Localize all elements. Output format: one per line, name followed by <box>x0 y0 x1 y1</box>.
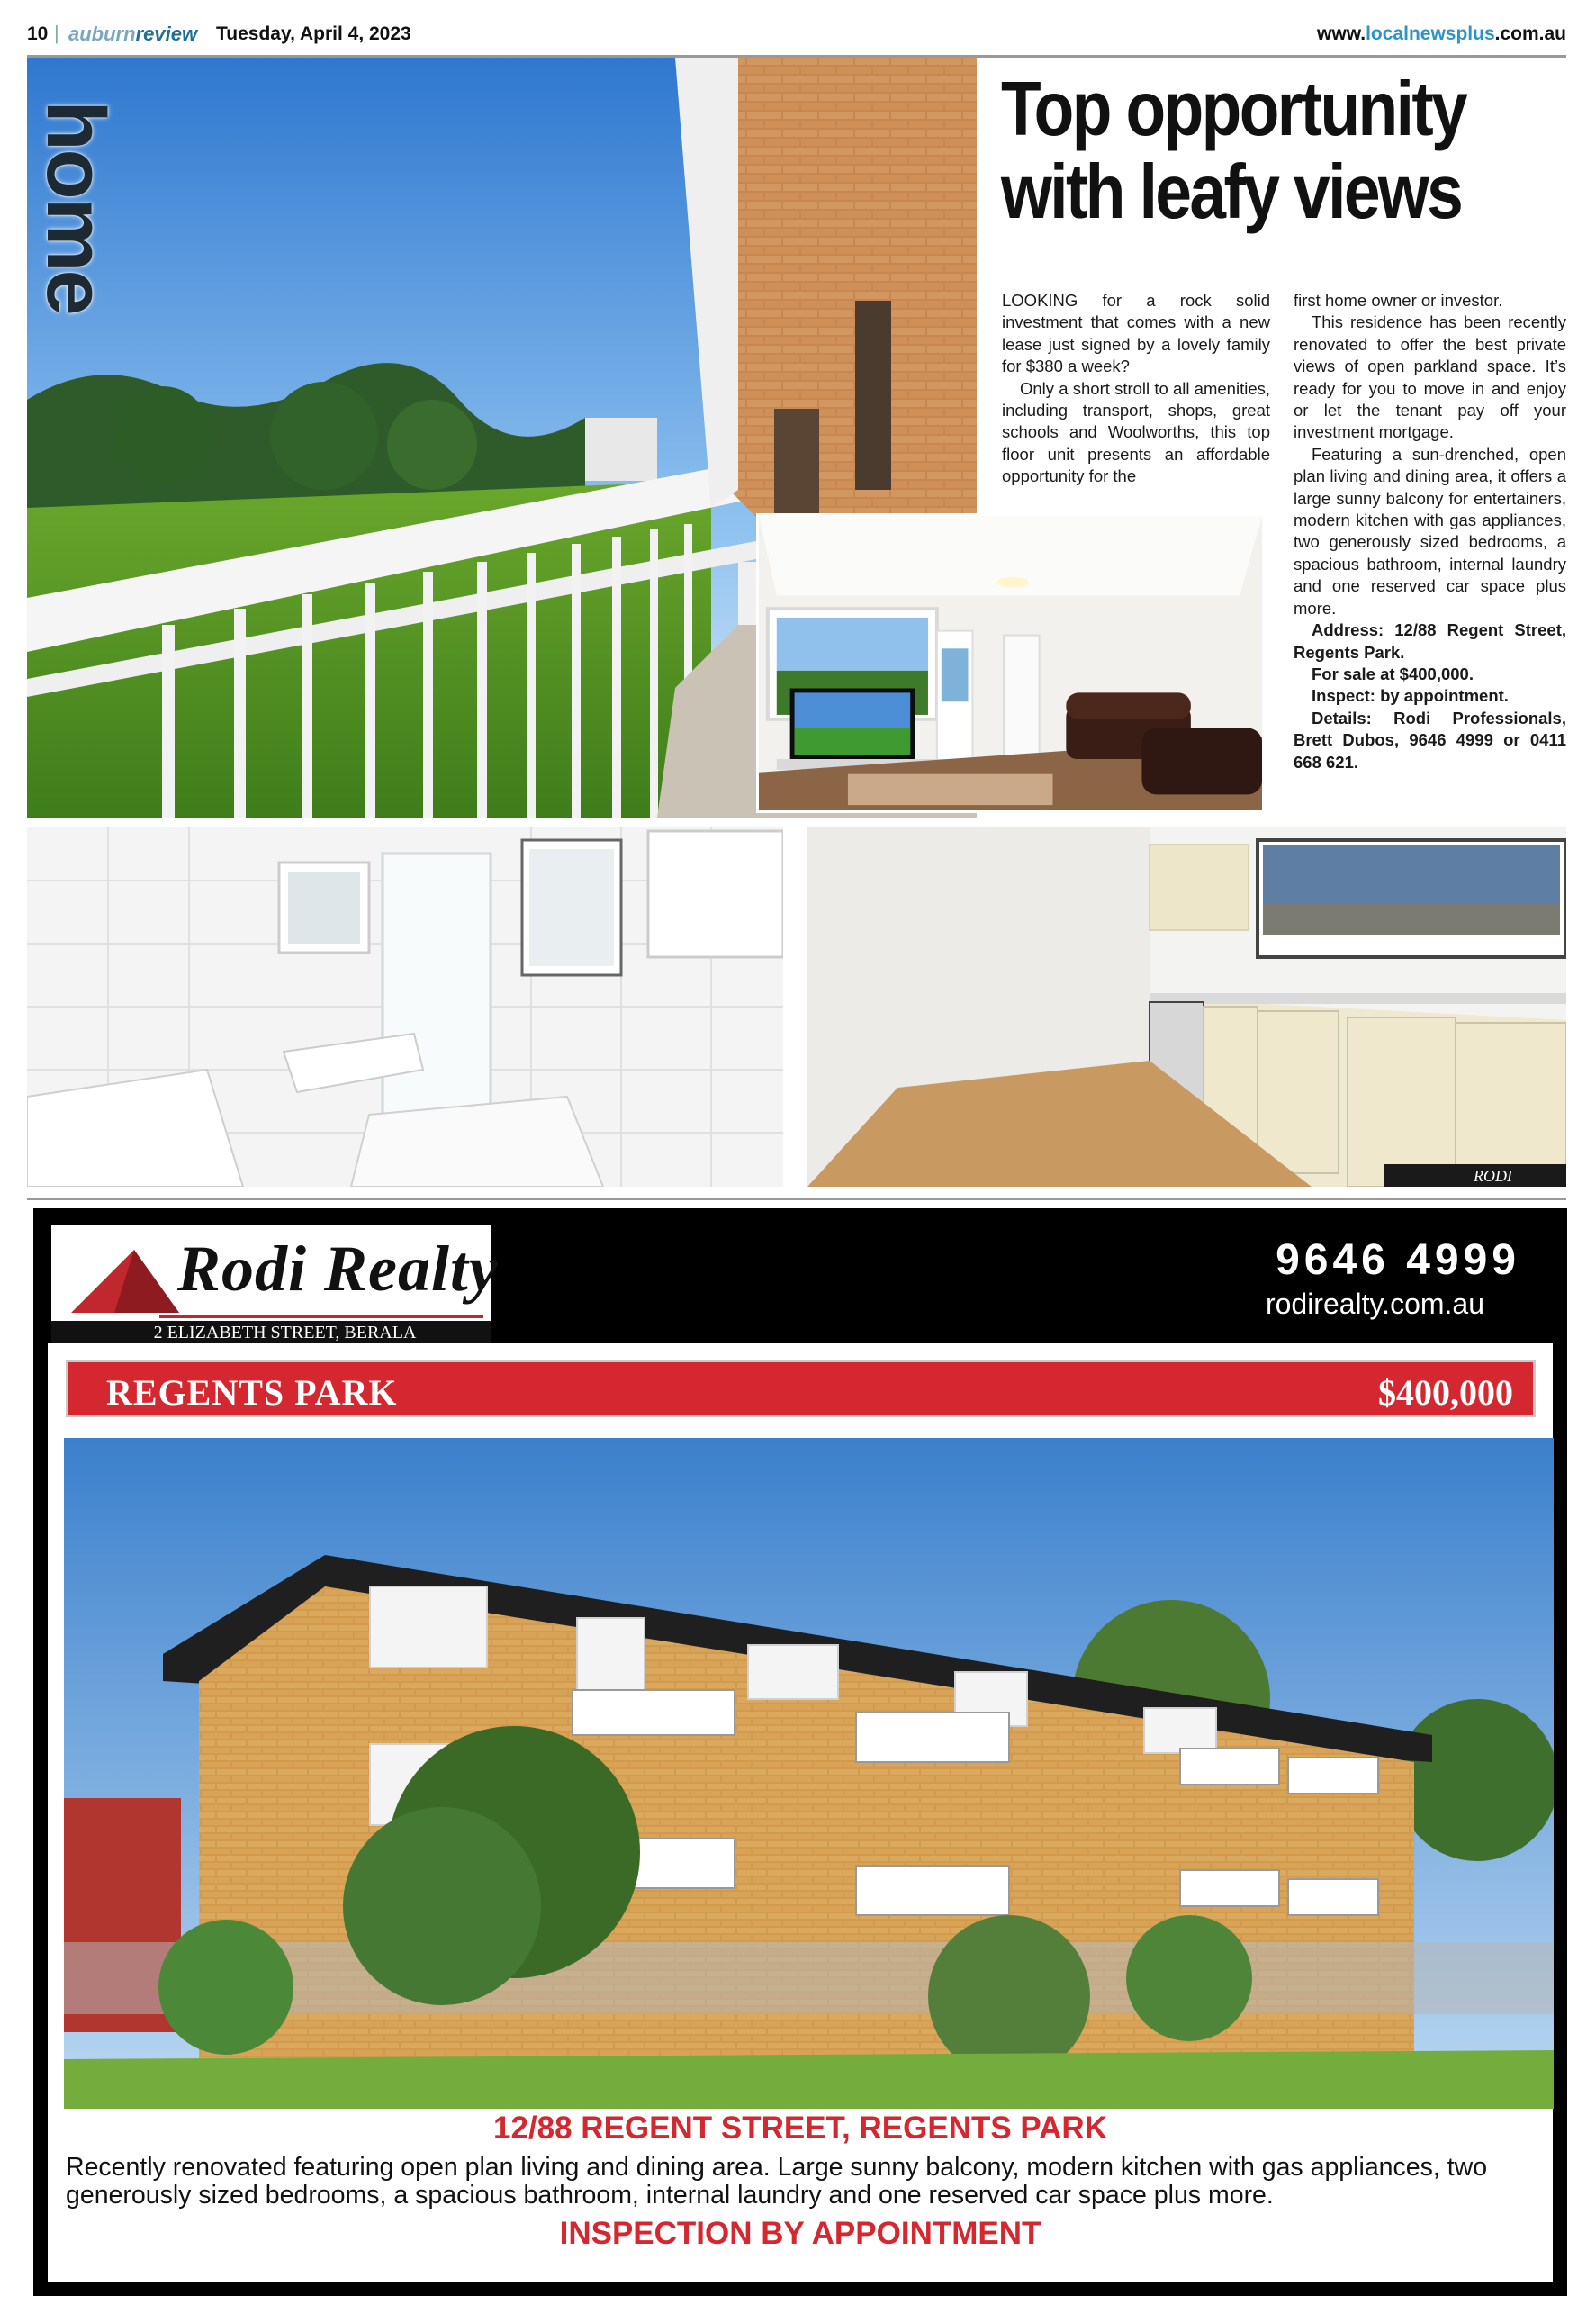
listing-description: Recently renovated featuring open plan living and dining area. Large sunny balcony, modern kitchen with gas appliances, two generously sized bedrooms, a spacious bathroom, internal laundry and one reserved car space plus more. <box>66 2153 1488 2210</box>
article-column-1 <box>1002 290 1270 488</box>
issue-date: Tuesday, April 4, 2023 <box>216 23 411 44</box>
agency-phone[interactable]: 9646 4999 <box>1276 1236 1520 1284</box>
article-paragraph: first home owner or investor. <box>1294 291 1503 310</box>
article-column-2 <box>1294 290 1566 773</box>
agency-logo[interactable] <box>50 1223 499 1344</box>
listing-suburb: REGENTS PARK <box>106 1372 398 1413</box>
section-tag-label: home <box>30 100 122 314</box>
bathroom-photo <box>27 827 783 1187</box>
living-room-photo <box>756 513 1265 813</box>
header-separator: | <box>54 22 59 44</box>
real-estate-advert <box>33 1208 1567 2296</box>
article-paragraph: This residence has been recently renovated to offer the best private views of open parkland space. It’s ready for you to move in and enjoy or let the tenant pay off your investment mortgage. <box>1294 312 1566 442</box>
page-number: 10 <box>27 23 49 44</box>
article-paragraph: Only a short stroll to all amenities, including transport, shops, great schools and Woolworths, this top floor unit presents an affordable opportunity for the <box>1002 378 1270 486</box>
agency-name: Rodi Realty <box>177 1233 499 1305</box>
url-prefix: www. <box>1317 23 1366 44</box>
listing-address: 12/88 REGENT STREET, REGENTS PARK <box>492 2111 1107 2146</box>
article-paragraph: LOOKING for a rock solid investment that comes with a new lease just signed by a lovely family for $380 a week? <box>1002 291 1270 376</box>
headline-line-1: Top opportunity <box>1001 67 1466 152</box>
publication-name-part1: auburn <box>68 23 136 45</box>
website-link[interactable] <box>1317 23 1566 45</box>
article-address: Address: 12/88 Regent Street, Regents Park. <box>1294 620 1566 662</box>
url-highlight: localnewsplus <box>1366 23 1495 44</box>
listing-inspection: INSPECTION BY APPOINTMENT <box>559 2216 1041 2251</box>
article-headline <box>1001 68 1496 234</box>
publication-name <box>68 23 197 46</box>
kitchen-watermark-text: RODI <box>1474 1167 1512 1185</box>
article-inspection: Inspect: by appointment. <box>1312 686 1509 706</box>
headline-line-2: with leafy views <box>1001 149 1462 235</box>
article-paragraph: Featuring a sun-drenched, open plan living and dining area, it offers a large sunny balcony for entertainers, modern kitchen with gas appliances, two generously sized bedrooms, a spacious bathroom, internal laundry and one reserved car space plus more. <box>1294 444 1566 618</box>
building-exterior-photo <box>64 1438 1554 2109</box>
agency-address: 2 ELIZABETH STREET, BERALA <box>51 1321 491 1344</box>
roof-logo-icon <box>71 1241 179 1313</box>
section-divider <box>27 1198 1566 1200</box>
listing-price: $400,000 <box>1378 1372 1513 1413</box>
article-sale-price: For sale at $400,000. <box>1312 664 1474 683</box>
url-suffix: .com.au <box>1494 23 1566 44</box>
page-header <box>27 20 1566 52</box>
listing-banner <box>66 1360 1536 1417</box>
article-details: Details: Rodi Professionals, Brett Dubos, 9646 4999 or 0411 668 621. <box>1294 708 1566 772</box>
publication-name-part2: review <box>135 23 198 45</box>
advert-listing-panel <box>48 1343 1553 2282</box>
section-tag <box>30 86 122 329</box>
logo-underline <box>159 1315 483 1318</box>
agency-website[interactable]: rodirealty.com.au <box>1265 1288 1484 1320</box>
kitchen-photo <box>807 827 1566 1187</box>
